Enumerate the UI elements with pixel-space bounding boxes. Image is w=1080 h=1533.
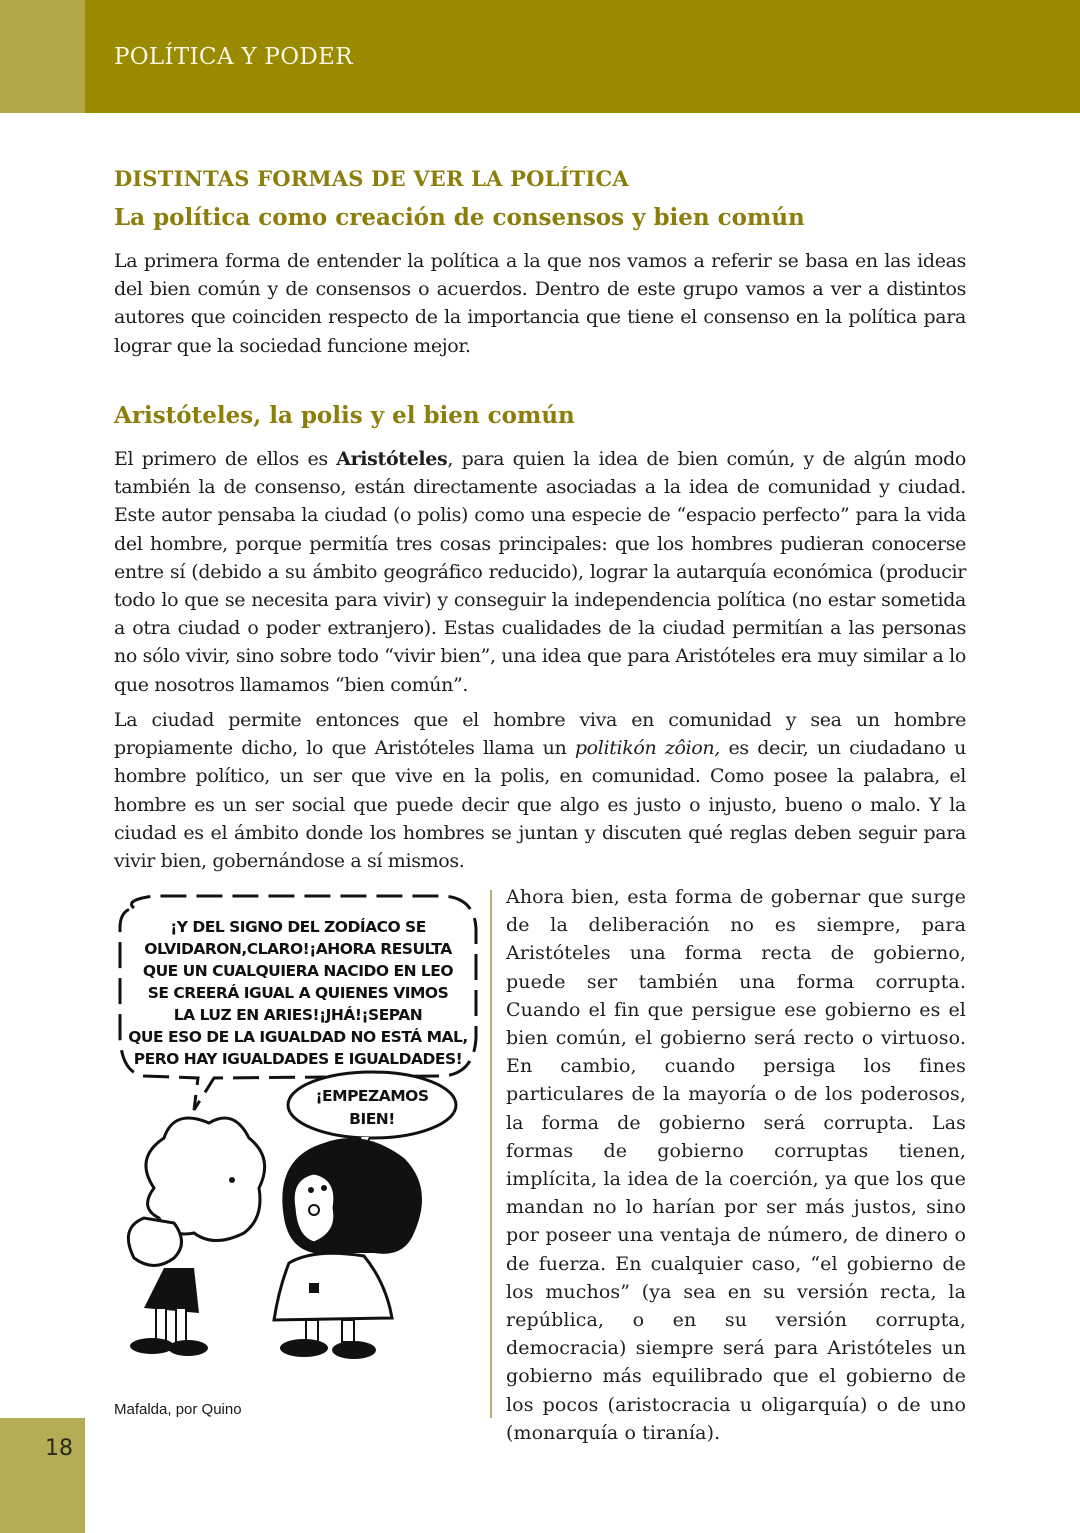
- bubble-line-5: LA LUZ EN ARIES!¡JHÁ!¡SEPAN: [173, 1006, 423, 1024]
- small-speech-bubble: [288, 1072, 456, 1138]
- paragraph-ciudad-comunidad: [114, 706, 966, 875]
- bubble-line-6: QUE ESO DE LA IGUALDAD NO ESTÁ MAL,: [128, 1028, 468, 1046]
- bubble-line-1: ¡Y DEL SIGNO DEL ZODÍACO SE: [170, 918, 426, 936]
- p1-bold-name: Aristóteles: [336, 448, 448, 470]
- paragraph-formas-de-gobierno: Ahora bien, esta forma de gobernar que surge de la deliberación no es siempre, para Aristóteles una forma recta de gobierno, puede ser también una forma corrupta. Cuando el fin que persigue ese gobierno es el bien común, el gobierno será recto o virtuoso. En cambio, cuando persiga los fines particulares de la mayoría o de los poderosos, la forma de gobierno será corrupta. Las formas de gobierno corruptas tienen, implícita, la idea de la coerción, ya que los que mandan no lo harían por ser más justos, sino por poseer una ventaja de número, de dinero o de fuerza. En cualquier caso, “el gobierno de los muchos” (ya sea en su versión recta, la república, o en su versión corrupta, democracia) siempre será para Aristóteles un gobierno más equilibrado que el gobierno de los pocos (aristocracia u oligarquía) o de uno (monarquía o tiranía).: [506, 886, 966, 1444]
- small-bubble-line-2: BIEN!: [349, 1110, 395, 1128]
- page-number: 18: [45, 1436, 73, 1461]
- paragraph-aristoteles-polis: [114, 445, 966, 699]
- mafalda-figure: [274, 1138, 422, 1359]
- header-left-block: [0, 0, 85, 113]
- small-bubble-line-1: ¡EMPEZAMOS: [315, 1087, 429, 1105]
- subheading-consensos: La política como creación de consensos y bien común: [114, 204, 805, 231]
- p1-text-start: El primero de ellos es: [114, 448, 337, 470]
- intro-paragraph: La primera forma de entender la política a la que nos vamos a referir se basa en las ideas del bien común y de consensos o acuerdos. Dentro de este grupo vamos a ver a distintos autores que coinciden respecto de la importancia que tiene el consenso en la política para lograr que la sociedad funcione mejor.: [114, 250, 966, 357]
- mafalda-comic-image: [114, 888, 484, 1388]
- bubble-line-3: QUE UN CUALQUIERA NACIDO EN LEO: [142, 962, 454, 980]
- comic-caption: Mafalda, por Quino: [114, 1401, 242, 1418]
- bubble-line-2: OLVIDARON,CLARO!¡AHORA RESULTA: [144, 940, 452, 958]
- p2-text-start: La ciudad permite entonces que el hombre viva en comunidad y sea un hombre propiamente dicho, lo que Aristóteles llama un: [114, 709, 966, 760]
- bubble-line-7: PERO HAY IGUALDADES E IGUALDADES!: [133, 1050, 463, 1068]
- subheading-aristoteles: Aristóteles, la polis y el bien común: [114, 402, 575, 429]
- bubble-line-4: SE CREERÁ IGUAL A QUIENES VIMOS: [147, 984, 449, 1002]
- section-title: DISTINTAS FORMAS DE VER LA POLÍTICA: [114, 166, 629, 191]
- running-title: POLÍTICA Y PODER: [114, 44, 353, 70]
- susanita-figure: [128, 1118, 264, 1356]
- p1-text-end: , para quien la idea de bien común, y de algún modo también la de consenso, están directamente asociadas a la idea de comunidad y ciudad. Este autor pensaba la ciudad (o polis) como una especie de “espacio perfecto” para la vida del hombre, porque permitía tres cosas principales: que los hombres pudieran conocerse entre sí (debido a su ámbito geográfico reducido), lograr la autarquía económica (producir todo lo que se necesita para vivir) y conseguir la independencia política (no estar sometida a otra ciudad o poder extranjero). Estas cualidades de la ciudad permitían a las personas no sólo vivir, sino sobre todo “vivir bien”, una idea que para Aristóteles era muy similar a lo que nosotros llamamos “bien común”.: [114, 448, 966, 696]
- p2-italic-term: politikón zôion,: [574, 737, 720, 760]
- column-divider: [490, 890, 492, 1418]
- p2-text-end: es decir, un ciudadano u hombre político, un ser que vive en la polis, en comunidad. Como posee la palabra, el hombre es un ser social que puede decir que algo es justo o injusto, bueno o malo. Y la ciudad es el ámbito donde los hombres se juntan y discuten qué reglas deben seguir para vivir bien, gobernándose a sí mismos.: [114, 737, 966, 873]
